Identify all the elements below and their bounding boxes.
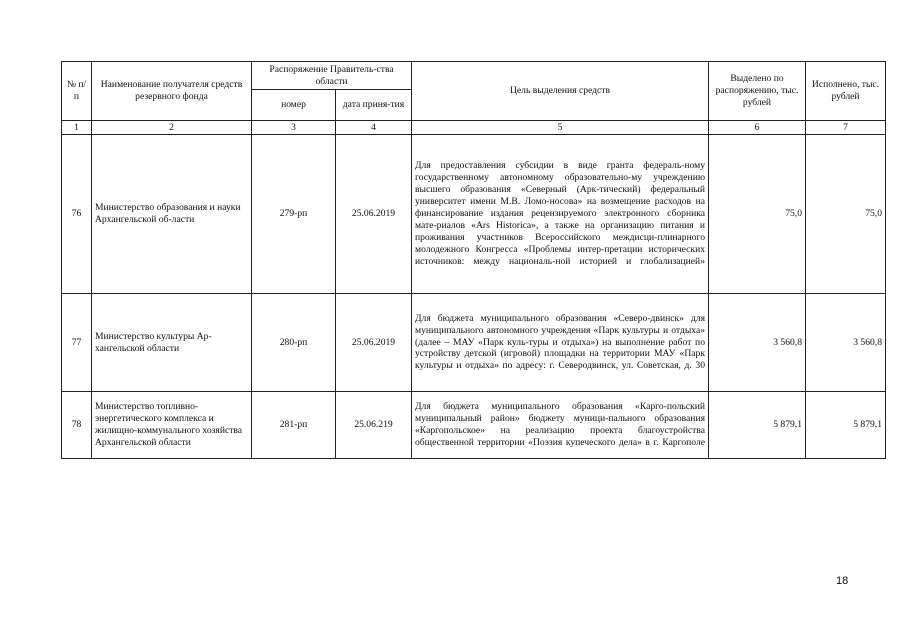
row-allocated: 3 560,8 xyxy=(709,294,806,392)
header-executed: Исполнено, тыс. рублей xyxy=(806,62,886,121)
header-order-number: номер xyxy=(252,90,336,121)
row-order-number: 280-рп xyxy=(252,294,336,392)
column-number-row xyxy=(62,121,886,135)
row-order-date: 25.06.2019 xyxy=(336,135,412,294)
row-purpose: Для бюджета муниципального образования «Карго-польский муниципальный район» бюджету муници-пального образования «Каргопольское» на реализацию проекта благоустройства общественной территории «Поэзия купеческого дела» в г. Каргополе xyxy=(412,392,709,459)
row-recipient: Министерство образования и науки Архангельской об-ласти xyxy=(92,135,252,294)
row-executed: 5 879,1 xyxy=(806,392,886,459)
column-number: 3 xyxy=(252,121,336,135)
header-row-1 xyxy=(62,62,886,90)
column-number: 2 xyxy=(92,121,252,135)
header-allocated: Выделено по распоряжению, тыс. рублей xyxy=(709,62,806,121)
row-num: 78 xyxy=(62,392,92,459)
column-number: 1 xyxy=(62,121,92,135)
page-number: 18 xyxy=(836,575,849,587)
row-order-date: 25.06.2019 xyxy=(336,294,412,392)
row-num: 77 xyxy=(62,294,92,392)
row-order-number: 281-рп xyxy=(252,392,336,459)
row-allocated: 5 879,1 xyxy=(709,392,806,459)
header-num: № п/п xyxy=(62,62,92,121)
column-number: 4 xyxy=(336,121,412,135)
row-allocated: 75,0 xyxy=(709,135,806,294)
header-order-group: Распоряжение Правитель-ства области xyxy=(252,62,412,90)
row-num: 76 xyxy=(62,135,92,294)
row-recipient: Министерство культуры Ар-хангельской области xyxy=(92,294,252,392)
column-number: 6 xyxy=(709,121,806,135)
table-row xyxy=(62,135,886,294)
header-purpose: Цель выделения средств xyxy=(412,62,709,121)
table-row xyxy=(62,294,886,392)
header-order-date: дата приня-тия xyxy=(336,90,412,121)
row-recipient: Министерство топливно-энергетического комплекса и жилищно-коммунального хозяйства Архангельской области xyxy=(92,392,252,459)
row-purpose: Для бюджета муниципального образования «Северо-двинск» для муниципального автономного учреждения «Парк культуры и отдыха» (далее – МАУ «Парк куль-туры и отдыха») на выполнение работ по устройству детской (игровой) площадки на территории МАУ «Парк культуры и отдыха» по адресу: г. Северодвинск, ул. Советская, д. 30 xyxy=(412,294,709,392)
row-order-number: 279-рп xyxy=(252,135,336,294)
row-purpose: Для предоставления субсидии в виде гранта федераль-ному государственному автономному образовательно-му учреждению высшего образования «Северный (Арк-тический) федеральный университет имени М.В. Ломо-носова» на возмещение расходов на финансирование издания рецензируемого электронного сборника мате-риалов «Ars Historica», а также на организацию питания и проживания участников Всероссийского междисци-плинарного молодежного Конгресса «Проблемы интер-претации исторических источников: между националь-ной историей и глобализацией» xyxy=(412,135,709,294)
row-executed: 3 560,8 xyxy=(806,294,886,392)
column-number: 5 xyxy=(412,121,709,135)
row-order-date: 25.06.219 xyxy=(336,392,412,459)
reserve-fund-table xyxy=(61,61,886,459)
row-executed: 75,0 xyxy=(806,135,886,294)
header-recipient: Наименование получателя средств резервного фонда xyxy=(92,62,252,121)
table-row xyxy=(62,392,886,459)
column-number: 7 xyxy=(806,121,886,135)
